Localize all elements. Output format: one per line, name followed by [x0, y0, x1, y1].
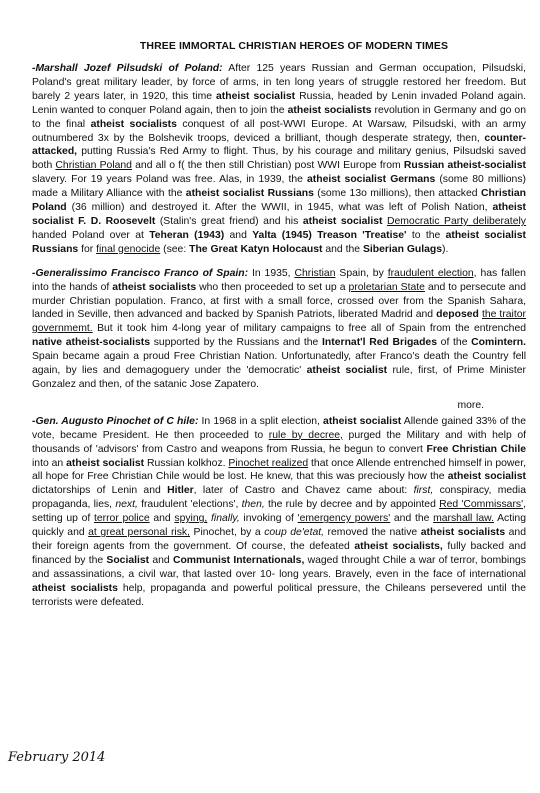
text: dictatorships of Lenin and: [32, 485, 168, 497]
bold-text: atheist socialist Russians: [32, 229, 526, 255]
underlined-text: final genocide: [96, 243, 161, 255]
text: invoking of: [239, 513, 298, 525]
underlined-text: Democratic Party deliberately: [386, 215, 526, 227]
bold-text: The Great Katyn Holocaust: [189, 243, 323, 255]
underlined-text: at great personal risk,: [88, 527, 190, 539]
italic-text: finally,: [211, 513, 240, 525]
text: and: [149, 554, 173, 566]
bold-text: atheist socialist: [447, 471, 526, 483]
bold-text: atheist socialists: [90, 118, 177, 130]
text: for: [78, 243, 97, 255]
text: putting Russia's Red Army to flight. Thus, by his courage and military genius, Pilsudski saved both: [32, 146, 526, 172]
text: , later of Castro and Chavez came about:: [193, 485, 414, 497]
text: into an: [32, 457, 67, 469]
underlined-text: spying,: [174, 513, 208, 525]
text: and their foreign agents from the government. Of course, the defeated: [32, 527, 526, 552]
text: ).: [442, 243, 449, 255]
text: , setting up of: [32, 499, 526, 525]
bold-text: native atheist-socialists: [32, 337, 151, 349]
bold-text: Comintern.: [471, 337, 527, 349]
text: has fallen into the hands of: [32, 267, 526, 293]
section-heading-franco: -Generalissimo Francisco Franco of Spain:: [32, 267, 249, 279]
text: and: [149, 513, 175, 525]
text: (see:: [160, 243, 190, 255]
text: revolution in Germany and go on to the final: [32, 104, 526, 130]
bold-text: Siberian Gulags: [362, 243, 443, 255]
bold-text: Yalta (1945) Treason 'Treatise': [252, 229, 407, 241]
text: who then proceeded to set up a: [196, 281, 349, 293]
bold-text: Socialist: [106, 554, 150, 566]
text: Acting quickly and: [32, 513, 526, 539]
text: to the: [406, 229, 446, 241]
bold-text: counter-attacked,: [32, 132, 526, 158]
underlined-text: Christian Poland: [55, 160, 132, 172]
handwritten-date-signature: February 2014: [8, 750, 106, 765]
text: conquest of all post-WWI Europe. At Warsaw, Pilsudski, with an army outnumbered 3x by the Bolshevik troops, deviced a brilliant, though desperate strategy, then,: [32, 118, 526, 144]
section-franco: [32, 267, 526, 392]
bold-text: atheist socialist: [216, 90, 296, 102]
bold-text: Hitler: [167, 485, 194, 497]
text: In 1968 in a split election,: [198, 415, 324, 427]
underlined-text: Red 'Commissars': [439, 499, 524, 511]
underlined-text: Pinochet realized: [228, 457, 309, 469]
bold-text: Christian Poland: [32, 188, 527, 214]
underlined-text: 'emergency powers': [297, 513, 391, 525]
text: purged the Military and with help of thousands of 'advisors' from Castro and weapons from Russia, he begun to convert: [32, 429, 526, 455]
section-heading-pilsudski: -Marshall Jozef Pilsudski of Poland:: [32, 63, 223, 74]
text: After 125 years Russian and German occupation, Pilsudski, Poland's great military leader, by force of arms, in ten long years of struggle restored her freedom. But barely 2 years later, in 1920, this time: [32, 63, 527, 102]
text: (36 million) and destroyed it. After the WWII, in 1945, what was left of Polish Nation,: [66, 202, 493, 214]
underlined-text: fraudulent election,: [387, 267, 477, 279]
underlined-text: rule by decree,: [268, 429, 343, 441]
text: rule, first, of Prime Minister Gonzalez and then, of the satanic Jose Zapatero.: [32, 365, 526, 390]
underlined-text: marshall law.: [433, 513, 494, 525]
bold-text: Free Christian Chile: [426, 443, 526, 455]
bold-text: Communist Internationals,: [172, 554, 305, 566]
text: (some 80 millions) made a Military Alliance with the: [32, 174, 526, 200]
text: Russian kolkhoz.: [144, 457, 229, 469]
text: the rule by decree and by appointed: [264, 499, 440, 511]
section-pinochet: [32, 415, 526, 610]
section-heading-pinochet: -Gen. Augusto Pinochet of C hile:: [32, 415, 199, 427]
text: Russia, headed by Lenin invaded Poland again. Lenin wanted to conquer Poland again, then to join the: [32, 90, 526, 116]
bold-text: atheist socialists: [112, 281, 197, 293]
more-note: more.: [457, 399, 484, 411]
italic-text: then,: [241, 499, 265, 511]
text: removed the native: [324, 527, 421, 539]
text: Spain, by: [335, 267, 388, 279]
text: fraudulent 'elections',: [137, 499, 242, 511]
text: waged throught Chile a war of terror, bombings and assassinations, a civil war, that lasted over 10- long years. Bravely, even in the face of international: [32, 554, 526, 580]
bold-text: atheist socialist Germans: [306, 174, 436, 186]
italic-text: next,: [115, 499, 138, 511]
text: Spain became again a proud Free Christian Nation. Unfortunatedly, after Franco's death the Country fell again, by lies and demagoguery under the 'democratic': [32, 351, 526, 377]
bold-text: atheist socialists: [420, 527, 506, 539]
text: Allende gained 33% of the vote, became President. He then proceeded to: [32, 415, 526, 441]
bold-text: atheist socialist: [323, 415, 402, 427]
text: In 1935,: [248, 267, 295, 279]
bold-text: Teheran (1943): [149, 229, 225, 241]
text: and to persecute and murder Christian population. Franco, at first with a small force, crossed over from the Spanish Sahara, landed in Seville, then advanced and backed by Spanish Patriots, liberated Madrid and: [32, 281, 526, 321]
text: But it took him 4-long year of military campaigns to free all of Spain from the entrenched: [92, 323, 526, 335]
text: of the: [436, 337, 472, 349]
bold-text: atheist socialist: [66, 457, 145, 469]
text: and: [224, 229, 253, 241]
bold-text: atheist socialist: [306, 365, 388, 377]
text: that once Allende entrenched himself in power, all hope for Free Christian Chile would be lost. He knew, that this was preciously how the: [32, 457, 526, 483]
bold-text: Internat'l Red Brigades: [322, 337, 437, 349]
bold-text: Russian atheist-socialist: [403, 160, 526, 172]
bold-text: atheist socialists: [32, 582, 118, 594]
bold-text: atheist socialists: [287, 104, 372, 116]
text: handed Poland over at: [32, 229, 150, 241]
text: (Stalin's great friend) and his: [155, 215, 303, 227]
text: fully backed and financed by the: [32, 541, 526, 566]
bold-text: atheist socialist: [302, 215, 383, 227]
text: and the: [390, 513, 434, 525]
underlined-text: proletarian State: [348, 281, 425, 293]
underlined-text: the traitor governmemt.: [32, 309, 526, 335]
text: supported by the Russians and the: [150, 337, 323, 349]
italic-text: coup de'etat,: [264, 527, 325, 539]
underlined-text: Christian: [294, 267, 336, 279]
underlined-text: terror police: [93, 513, 150, 525]
bold-text: atheist socialist Russians: [185, 188, 314, 200]
text: (some 13o millions), then attacked: [313, 188, 481, 200]
italic-text: first,: [413, 485, 434, 497]
bold-text: atheist socialist F. D. Roosevelt: [32, 202, 526, 227]
bold-text: atheist socialists,: [354, 541, 443, 552]
bold-text: deposed: [436, 309, 479, 321]
text: and all o f( the then still Christian) post WWI Europe from: [131, 160, 404, 172]
page-title: THREE IMMORTAL CHRISTIAN HEROES OF MODERN TIMES: [139, 40, 449, 52]
text: and the: [322, 243, 363, 255]
section-pilsudski: [32, 62, 526, 257]
text: conspiracy, media propaganda, lies,: [32, 485, 526, 511]
text: help, propaganda and powerful political pressure, the Chileans persevered until the terrorists were defeated.: [32, 582, 526, 608]
text: slavery. For 19 years Poland was free. Alas, in 1939, the: [32, 174, 307, 186]
text: Pinochet, by a: [190, 527, 265, 539]
